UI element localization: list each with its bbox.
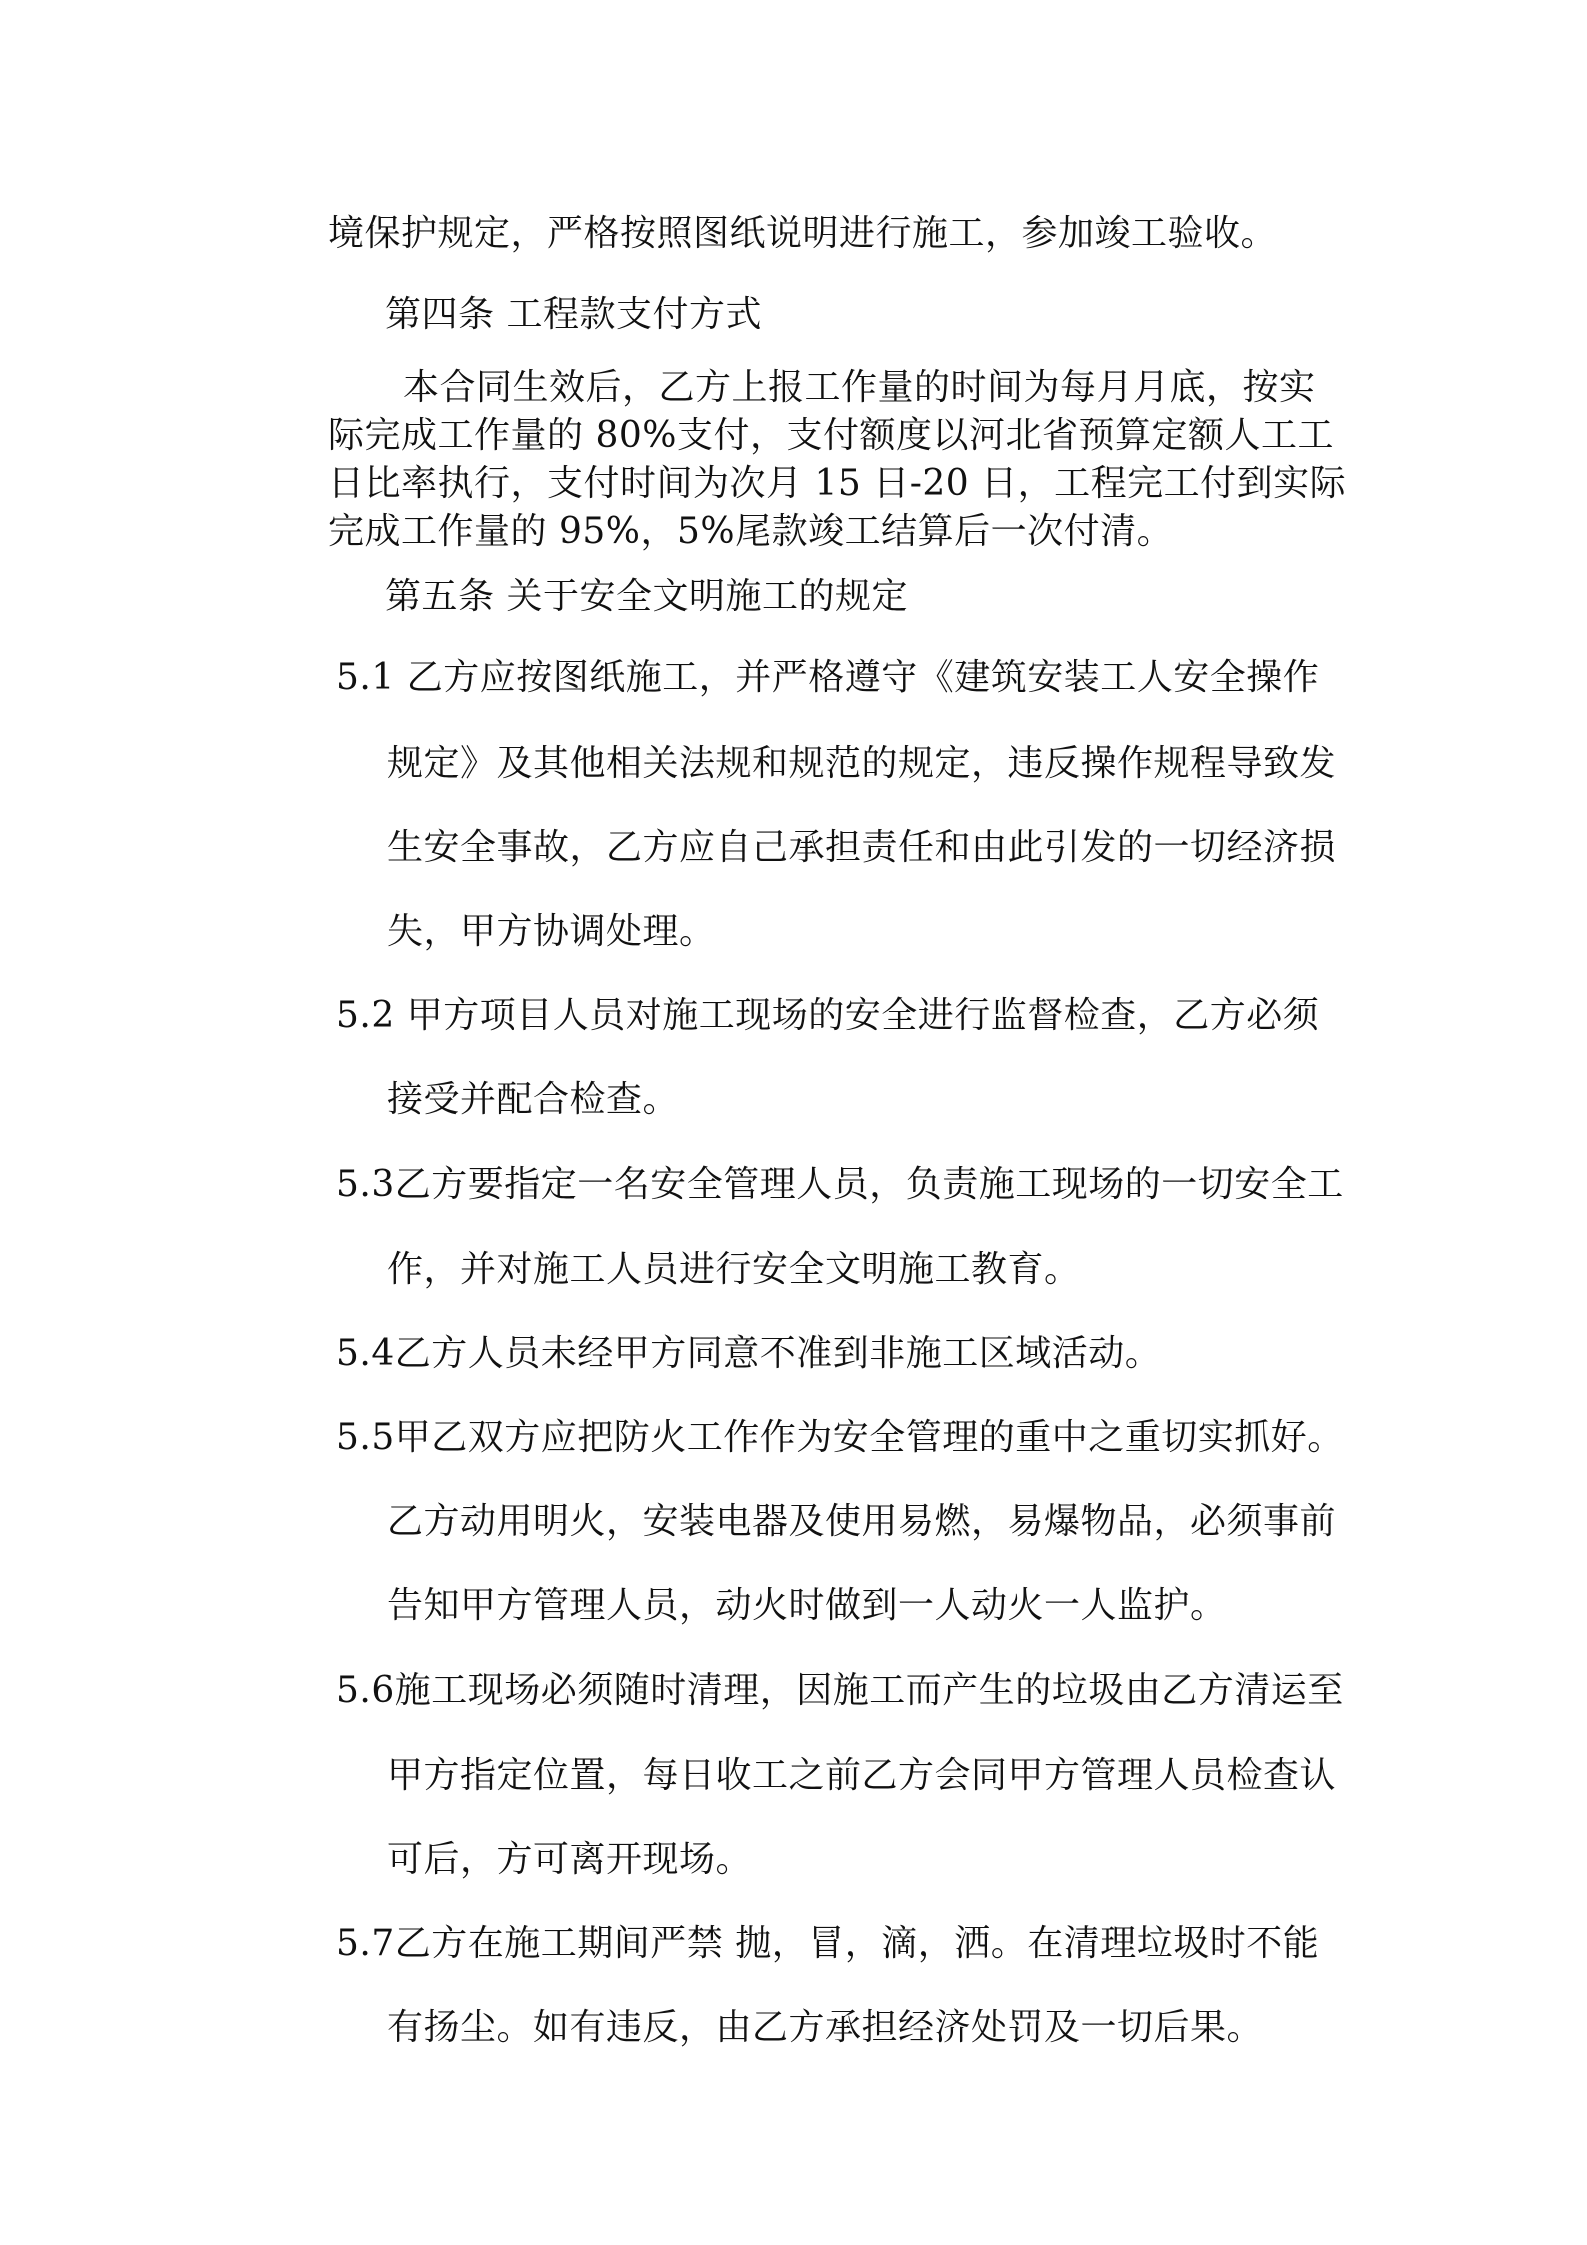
text-line: 5.5甲乙双方应把防火工作作为安全管理的重中之重切实抓好。 (336, 1417, 1344, 1458)
text-line: 可后，方可离开现场。 (387, 1839, 753, 1880)
text-line: 境保护规定，严格按照图纸说明进行施工，参加竣工验收。 (328, 213, 1278, 254)
text-line: 5.3乙方要指定一名安全管理人员，负责施工现场的一切安全工 (336, 1164, 1344, 1205)
text-line: 5.4乙方人员未经甲方同意不准到非施工区域活动。 (336, 1333, 1162, 1374)
text-line: 完成工作量的 95%，5%尾款竣工结算后一次付清。 (328, 511, 1174, 552)
text-line: 际完成工作量的 80%支付，支付额度以河北省预算定额人工工 (328, 415, 1334, 456)
text-line: 乙方动用明火，安装电器及使用易燃，易爆物品，必须事前 (387, 1501, 1337, 1542)
text-line: 失，甲方协调处理。 (387, 911, 716, 952)
text-line: 日比率执行，支付时间为次月 15 日-20 日，工程完工付到实际 (328, 463, 1347, 504)
section-heading: 第四条 工程款支付方式 (385, 294, 762, 335)
text-line: 5.1 乙方应按图纸施工，并严格遵守《建筑安装工人安全操作 (336, 657, 1320, 698)
text-line: 接受并配合检查。 (387, 1079, 680, 1120)
text-line: 规定》及其他相关法规和规范的规定，违反操作规程导致发 (387, 743, 1337, 784)
text-line: 作，并对施工人员进行安全文明施工教育。 (387, 1249, 1081, 1290)
text-line: 5.6施工现场必须随时清理，因施工而产生的垃圾由乙方清运至 (336, 1670, 1344, 1711)
text-line: 本合同生效后，乙方上报工作量的时间为每月月底，按实 (403, 367, 1316, 408)
section-heading: 第五条 关于安全文明施工的规定 (385, 576, 908, 617)
text-line: 有扬尘。如有违反，由乙方承担经济处罚及一切后果。 (387, 2007, 1264, 2048)
text-line: 告知甲方管理人员，动火时做到一人动火一人监护。 (387, 1585, 1227, 1626)
text-line: 甲方指定位置，每日收工之前乙方会同甲方管理人员检查认 (387, 1755, 1337, 1796)
text-line: 5.7乙方在施工期间严禁 抛，冒，滴，洒。在清理垃圾时不能 (336, 1923, 1320, 1964)
text-line: 5.2 甲方项目人员对施工现场的安全进行监督检查，乙方必须 (336, 995, 1320, 1036)
text-line: 生安全事故，乙方应自己承担责任和由此引发的一切经济损 (387, 827, 1337, 868)
